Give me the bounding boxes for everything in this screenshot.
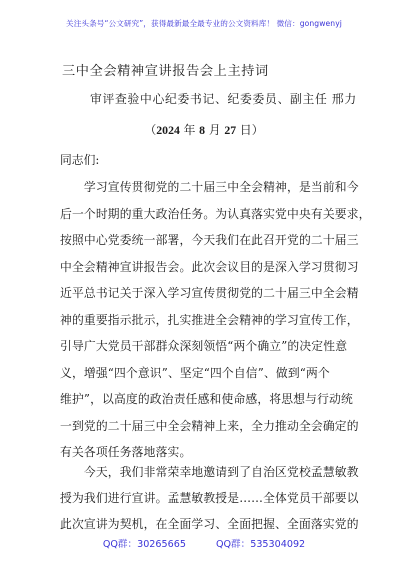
footer-qq-group-2: QQ群：535304092	[215, 539, 306, 550]
body-line: 有关各项任务落地落实。	[60, 445, 192, 459]
body-line: 今天，我们非常荣幸地邀请到了自治区党校孟慧敏教	[60, 465, 359, 479]
body-line: 引导广大党员干部群众深刻领悟“两个确立”的决定性意	[60, 339, 348, 353]
speaker-line: 审评查验中心纪委书记、纪委委员、副主任 邢力	[90, 92, 357, 106]
body-line: 近平总书记关于深入学习宣传贯彻党的二十届三中全会精	[60, 286, 359, 300]
date-month: 8	[199, 123, 206, 137]
greeting: 同志们:	[60, 153, 100, 167]
body-line: 神的重要指示批示，扎实推进全会精神的学习宣传工作，	[60, 312, 359, 327]
body-line: 按照中心党委统一部署，今天我们在此召开党的二十届三	[60, 233, 359, 247]
date-open: （	[144, 123, 157, 137]
date-line	[0, 121, 408, 138]
body-line: 维护”，以高度的政治责任感和使命感，将思想与行动统	[60, 392, 353, 406]
date-year: 2024	[156, 123, 180, 137]
document-title: 三中全会精神宣讲报告会上主持词	[62, 64, 269, 79]
body-line: 授为我们进行宣讲。孟慧敏教授是……全体党员干部要以	[60, 491, 359, 505]
date-day-unit: 日）	[236, 123, 264, 137]
body-line: 义，增强“四个意识”、坚定“四个自信”、做到“两个	[60, 365, 330, 380]
body-line: 一到党的二十届三中全会精神上来，全力推动全会确定的	[60, 418, 359, 433]
date-month-unit: 月	[205, 123, 225, 137]
date-day: 27	[224, 123, 237, 137]
date-year-unit: 年	[179, 123, 200, 137]
body-line: 此次宣讲为契机，在全面学习、全面把握、全面落实党的	[60, 517, 359, 531]
body-line: 学习宣传贯彻党的二十届三中全会精神，是当前和今	[60, 180, 359, 194]
header-banner: 关注头条号“公文研究”，获得最新最全最专业的公文资料库！ 微信：gongwenyj	[66, 19, 342, 28]
body-line: 后一个时期的重大政治任务。为认真落实党中央有关要求，	[60, 206, 371, 221]
footer-qq-group-1: QQ群：30265665	[102, 539, 186, 550]
body-line: 中全会精神宣讲报告会。此次会议目的是深入学习贯彻习	[60, 259, 359, 274]
footer	[0, 536, 408, 550]
